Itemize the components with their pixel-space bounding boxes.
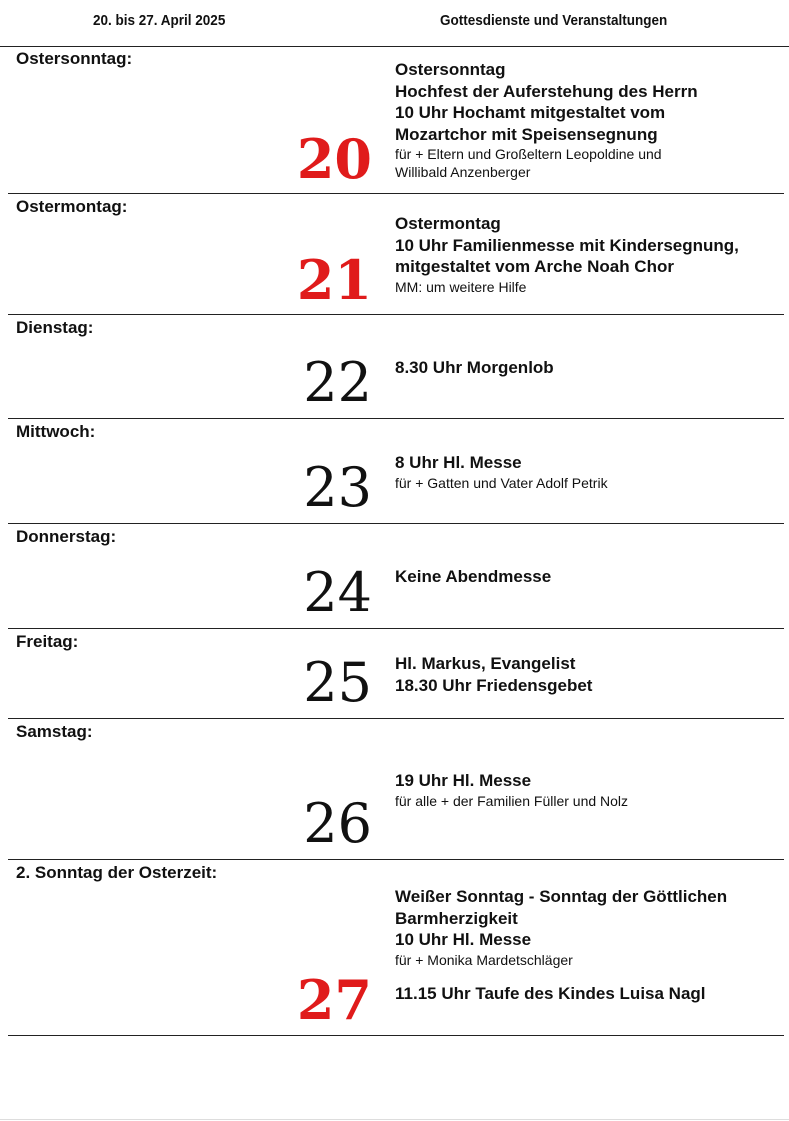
event-title: 11.15 Uhr Taufe des Kindes Luisa Nagl: [395, 983, 706, 1003]
day-row: [8, 419, 784, 524]
day-number: 22: [303, 351, 372, 414]
day-number: 26: [303, 792, 372, 855]
day-row: [8, 194, 784, 315]
day-name: 2. Sonntag der Osterzeit:: [16, 863, 218, 882]
day-name: Ostersonntag:: [16, 49, 133, 68]
day-name: Ostermontag:: [16, 197, 128, 216]
day-name: Donnerstag:: [16, 527, 117, 546]
day-number: 23: [303, 456, 372, 519]
event-title: 10 Uhr Hl. Messe: [395, 930, 532, 949]
event-list: [395, 452, 780, 492]
day-number: 25: [303, 651, 372, 714]
date-range: 20. bis 27. April 2025: [93, 12, 226, 29]
day-row: [8, 719, 784, 860]
day-name: Freitag:: [16, 632, 79, 651]
page-title: Gottesdienste und Veranstaltungen: [440, 12, 668, 29]
event-title: Mozartchor mit Speisensegnung: [395, 124, 658, 144]
event-title: 10 Uhr Familienmesse mit Kindersegnung,: [395, 235, 739, 255]
day-row: [8, 860, 784, 1036]
event-list: [395, 213, 780, 296]
event-intention: für + Eltern und Großeltern Leopoldine und: [395, 146, 662, 162]
event-intention: für alle + der Familien Füller und Nolz: [395, 792, 629, 809]
day-row: [8, 629, 784, 719]
day-row: [8, 524, 784, 629]
event-list: [395, 357, 780, 379]
event-intention: für + Monika Mardetschläger: [395, 951, 573, 968]
event-title: Keine Abendmesse: [395, 567, 552, 586]
event-list: [395, 566, 780, 588]
day-row: [8, 315, 784, 419]
day-number: 20: [296, 127, 372, 191]
day-number: 27: [296, 968, 372, 1032]
day-row: [8, 46, 784, 194]
event-title: Hl. Markus, Evangelist: [395, 654, 576, 673]
event-intention: MM: um weitere Hilfe: [395, 278, 527, 295]
event-title: 10 Uhr Hochamt mitgestaltet vom: [395, 103, 666, 122]
event-title: Hochfest der Auferstehung des Herrn: [395, 81, 698, 101]
event-title: 18.30 Uhr Friedensgebet: [395, 675, 593, 695]
event-list: [395, 770, 780, 810]
event-title: Ostermontag: [395, 214, 501, 233]
event-title: Weißer Sonntag - Sonntag der Göttlichen: [395, 887, 728, 906]
event-list: [395, 653, 780, 696]
page-header: [0, 0, 789, 47]
day-name: Mittwoch:: [16, 422, 96, 441]
event-title: mitgestaltet vom Arche Noah Chor: [395, 257, 674, 276]
event-title: Barmherzigkeit: [395, 908, 518, 928]
event-gap: [395, 969, 780, 983]
day-name: Dienstag:: [16, 318, 94, 337]
event-title: 19 Uhr Hl. Messe: [395, 771, 532, 790]
bottom-divider: [0, 1119, 789, 1120]
day-name: Samstag:: [16, 722, 93, 741]
event-intention: für + Gatten und Vater Adolf Petrik: [395, 474, 608, 491]
event-title: 8 Uhr Hl. Messe: [395, 453, 522, 472]
event-intention: Willibald Anzenberger: [395, 164, 531, 180]
event-list: [395, 886, 780, 1004]
event-list: [395, 59, 780, 181]
day-number: 21: [296, 248, 372, 312]
event-title: Ostersonntag: [395, 60, 506, 79]
event-title: 8.30 Uhr Morgenlob: [395, 358, 554, 377]
day-number: 24: [303, 561, 372, 624]
